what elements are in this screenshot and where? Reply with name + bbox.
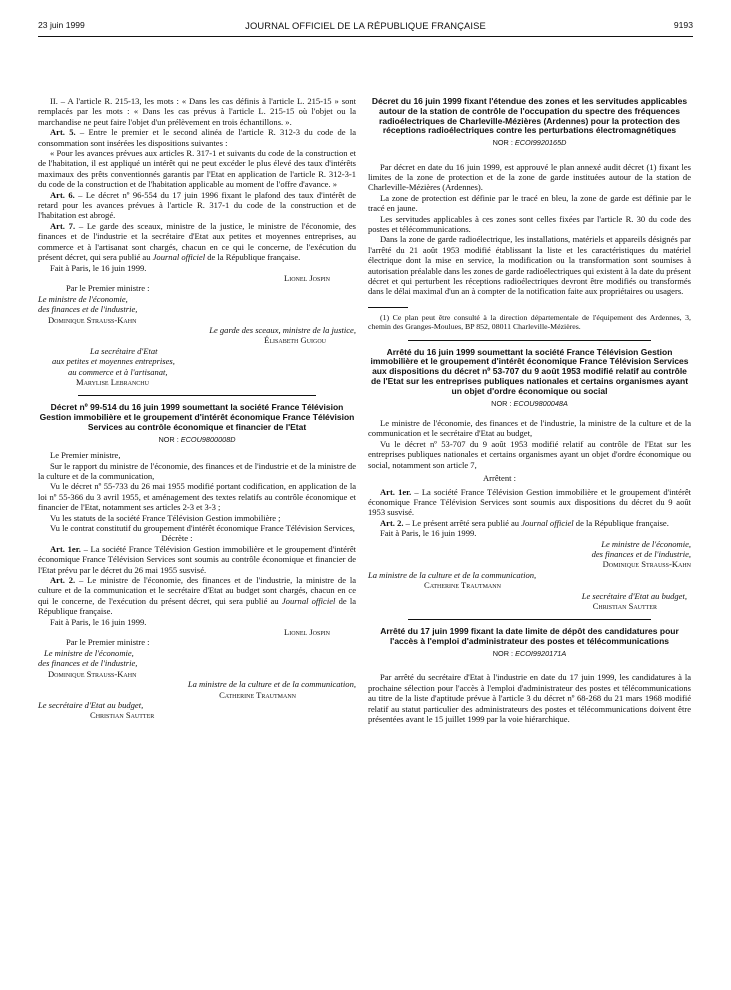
signature-trautmann: Catherine Trautmann bbox=[424, 580, 501, 591]
article-1 bbox=[368, 487, 691, 518]
paragraph: Le ministre de l'économie, des finances et de l'industrie, la ministre de la culture et de la communication et le secrétaire d'Etat au budget, bbox=[368, 418, 691, 439]
nor-label: NOR : bbox=[492, 648, 516, 658]
arrete-title: Arrêté du 17 juin 1999 fixant la date limite de dépôt des candidatures pour l'accès à l'emploi d'administrateur des postes et télécommunications bbox=[380, 626, 679, 647]
journal-officiel: Journal officiel bbox=[152, 252, 206, 263]
section-divider bbox=[78, 395, 316, 396]
paragraph: Par décret en date du 16 juin 1999, est approuvé le plan annexé audit décret (1) fixant les limites de la zone de protection et de la zone de garde instituées autour de la station de Charleville-Mézières (Ardennes). bbox=[368, 161, 691, 193]
arrete-title: Arrêté du 16 juin 1999 soumettant la société France Télévision Gestion immobilière et le groupement d'intérêt économique France Télévision Services aux dispositions du décret nº 53-707 du 9 août 1953 modifié relatif au contrôle de l'Etat sur les entreprises publiques nationales et certains organismes ayant un objet d'ordre économique ou social bbox=[370, 346, 689, 396]
article-label: Art. 1er. bbox=[380, 486, 412, 497]
decree-title: Décret du 16 juin 1999 fixant l'étendue des zones et les servitudes applicables autour de la station de contrôle de l'occupation du spectre des fréquences radioélectriques de Charleville-Mézières (Ardennes) pour la protection des réceptions radioélectriques contre les perturbations électromagnétiques bbox=[371, 96, 688, 136]
minister-title: Le secrétaire d'Etat au budget, bbox=[38, 699, 144, 710]
signature-guigou: Élisabeth Guigou bbox=[264, 335, 326, 346]
journal-officiel: Journal officiel bbox=[521, 517, 574, 528]
decree-title: Décret nº 99-514 du 16 juin 1999 soumettant la société France Télévision Gestion immobilière et le groupement d'intérêt économique France Télévision Services au contrôle économique et financier de l'Etat bbox=[39, 402, 355, 432]
signature-trautmann: Catherine Trautmann bbox=[219, 689, 296, 700]
footnote-rule bbox=[368, 307, 408, 308]
page-number: 9193 bbox=[673, 20, 693, 30]
nor-label: NOR : bbox=[492, 138, 515, 148]
minister-title: des finances et de l'industrie, bbox=[591, 548, 691, 559]
article-text: de la République française. bbox=[205, 252, 301, 263]
nor-label: NOR : bbox=[158, 434, 181, 444]
minister-title: des finances et de l'industrie, bbox=[38, 304, 138, 315]
journal-title: JOURNAL OFFICIEL DE LA RÉPUBLIQUE FRANÇAISE bbox=[245, 20, 486, 31]
article-label: Art. 2. bbox=[50, 575, 76, 586]
article-text: – Le présent arrêté sera publié au bbox=[403, 517, 522, 528]
article-label: Art. 6. bbox=[50, 189, 75, 200]
minister-title: Le ministre de l'économie, bbox=[44, 647, 134, 658]
paragraph: Par arrêté du secrétaire d'Etat à l'industrie en date du 17 juin 1999, les candidatures à la prochaine sélection pour l'accès à l'emploi d'administrateur des postes et télécommunications au titre de la liste d'aptitude prévue à l'article 3 du décret nº 68-268 du 21 mars 1968 modifié relatif au statut particulier des administrateurs des postes et télécommunications doivent être présentées avant le 15 juillet 1999 par la voie hiérarchique. bbox=[368, 672, 691, 725]
minister-title: aux petites et moyennes entreprises, bbox=[52, 356, 175, 367]
section-divider bbox=[408, 619, 651, 620]
header-rule bbox=[38, 36, 693, 37]
journal-officiel: Journal officiel bbox=[281, 595, 336, 606]
section-divider bbox=[408, 340, 651, 341]
page-header bbox=[38, 20, 693, 36]
signature-jospin: Lionel Jospin bbox=[283, 627, 330, 638]
minister-title: au commerce et à l'artisanat, bbox=[68, 366, 168, 377]
article-text: – Le garde des sceaux, ministre de la justice, le ministre de l'économie, des finances et de l'industrie et la secrétaire d'Etat aux petites et moyennes entreprises, au commerce et à l'artisanat sont chargés, chacun en ce qui le concerne, de l'exécution du présent décret, qui sera publié au bbox=[38, 220, 356, 263]
article-label: Art. 2. bbox=[380, 517, 404, 528]
minister-title: Le ministre de l'économie, bbox=[38, 293, 128, 304]
paragraph: La zone de protection est définie par le tracé en bleu, la zone de garde est définie par le tracé en jaune. bbox=[368, 192, 691, 214]
minister-title: Le secrétaire d'Etat au budget, bbox=[581, 590, 687, 601]
article-text: – Le décret nº 96-554 du 17 juin 1996 fixant le plafond des taux d'intérêt de retard pour les avances prévues à l'article R. 317-1 du code de la construction et de l'habitation est abrogé. bbox=[38, 189, 356, 221]
signature-strauss-kahn: Dominique Strauss-Kahn bbox=[48, 314, 137, 325]
paragraph: II. – A l'article R. 215-13, les mots : « Dans les cas définis à l'article L. 215-15 » sont remplacés par les mots : « Dans les cas prévus à l'article L. 215-15 où l'objet ou la marchandise ne peut faire l'objet d'un prélèvement en trois échantillons. ». bbox=[38, 96, 356, 127]
decrete: Décrète : bbox=[161, 533, 193, 544]
nor-code: ECOU9800008D bbox=[180, 434, 236, 444]
signature-strauss-kahn: Dominique Strauss-Kahn bbox=[48, 668, 137, 679]
footnote: (1) Ce plan peut être consulté à la direction départementale de l'équipement des Ardennes, 3, chemin des Granges-Moulues, BP 852, 08011 Charleville-Mézières. bbox=[368, 312, 691, 332]
fait-a-paris: Fait à Paris, le 16 juin 1999. bbox=[380, 528, 477, 539]
header-date: 23 juin 1999 bbox=[38, 20, 85, 30]
article-label: Art. 1er. bbox=[50, 543, 81, 554]
right-column bbox=[368, 97, 691, 724]
minister-title: La ministre de la culture et de la communication, bbox=[368, 569, 537, 580]
nor-code: ECOU9800048A bbox=[513, 398, 568, 408]
nor-code: ECOI9920165D bbox=[514, 138, 567, 148]
nor-label: NOR : bbox=[491, 398, 514, 408]
fait-a-paris: Fait à Paris, le 16 juin 1999. bbox=[50, 616, 147, 627]
article-2 bbox=[368, 518, 691, 528]
signature-sautter: Christian Sautter bbox=[90, 710, 155, 721]
par-le-premier-ministre: Par le Premier ministre : bbox=[66, 637, 150, 648]
article-text: – Le ministre de l'économie, des finances et de l'industrie, la ministre de la culture et de la communication et le secrétaire d'Etat au budget sont chargés, chacun en ce qui le concerne, de l'exécution du présent décret, qui sera publié au bbox=[38, 575, 356, 606]
article-label: Art. 5. bbox=[50, 127, 76, 138]
visa: Vu le décret nº 53-707 du 9 août 1953 modifié relatif au contrôle de l'Etat sur les entreprises publiques nationales et certains organismes ayant un objet d'ordre économique ou social, notamment son article 7, bbox=[368, 438, 691, 470]
signature-jospin: Lionel Jospin bbox=[283, 272, 330, 283]
visa: Vu le contrat constitutif du groupement d'intérêt économique France Télévision Services, bbox=[50, 523, 355, 534]
signature-lebranchu: Marylise Lebranchu bbox=[76, 376, 149, 387]
nor-reference bbox=[368, 399, 691, 409]
visa: Vu le décret nº 55-733 du 26 mai 1955 modifié portant codification, en application de la loi nº 55-366 du 3 avril 1955, et aménagement des textes relatifs au contrôle économique et financier de l'Etat, notamment ses articles 2-3 et 3-3 ; bbox=[38, 481, 356, 513]
paragraph: Les servitudes applicables à ces zones sont celles fixées par l'article R. 30 du code des postes et télécommunications. bbox=[368, 213, 691, 235]
article-text: de la République française. bbox=[38, 595, 356, 617]
nor-reference bbox=[368, 138, 691, 148]
signature-sautter: Christian Sautter bbox=[592, 600, 657, 611]
fait-a-paris: Fait à Paris, le 16 juin 1999. bbox=[50, 262, 147, 273]
minister-title: des finances et de l'industrie, bbox=[38, 658, 138, 669]
article-2 bbox=[38, 575, 356, 617]
left-column bbox=[38, 96, 356, 721]
article-7 bbox=[38, 221, 356, 263]
article-6 bbox=[38, 190, 356, 221]
article-text: – La société France Télévision Gestion immobilière et le groupement d'intérêt économique France Télévision Services sont soumis au contrôle économique et financier de l'Etat prévu par le décret du 26 mai 1955 susvisé. bbox=[38, 543, 356, 575]
visa: Vu les statuts de la société France Télévision Gestion immobilière ; bbox=[50, 512, 281, 523]
arretent: Arrêtent : bbox=[483, 473, 516, 484]
nor-code: ECOI9920171A bbox=[515, 648, 567, 658]
paragraph: Le Premier ministre, bbox=[50, 450, 121, 461]
article-1 bbox=[38, 544, 356, 575]
minister-title: La ministre de la culture et de la communication, bbox=[187, 679, 356, 690]
minister-title: Le garde des sceaux, ministre de la justice, bbox=[209, 324, 356, 335]
quoted-provision: « Pour les avances prévues aux articles R. 317-1 et suivants du code de la construction et de l'habitation, il est appliqué un intérêt qui ne peut excéder le plus élevé des taux d'intérêts maximaux des prêts conventionnés garantis par l'Etat en application de l'article R. 312-3-1 du code de la construction et de l'habitation applicable au moment de l'offre d'avance. » bbox=[38, 148, 356, 190]
article-text: – Entre le premier et le second alinéa de l'article R. 312-3 du code de la consommation sont insérées les dispositions suivantes : bbox=[38, 127, 356, 148]
minister-title: Le ministre de l'économie, bbox=[601, 538, 691, 549]
nor-reference bbox=[38, 435, 356, 445]
paragraph: Dans la zone de garde radioélectrique, les installations, matériels et appareils désignés par l'arrêté du 21 août 1953 modifié établissant la liste et les caractéristiques du matériel électrique dont la mise en service, la modification ou la transformation sont soumises à autorisation préalable dans les zones de garde radioélectriques qui existent à la date du présent décret et qui perturbent les réceptions radioélectriques devront être modifiés ou transformés dans le délai maximal d'un an à compter de la notification faite aux propriétaires ou usagers. bbox=[368, 234, 691, 297]
minister-title: La secrétaire d'Etat bbox=[90, 345, 158, 356]
nor-reference bbox=[368, 649, 691, 659]
par-le-premier-ministre: Par le Premier ministre : bbox=[66, 283, 150, 294]
paragraph: Sur le rapport du ministre de l'économie, des finances et de l'industrie et de la ministre de la culture et de la communication, bbox=[38, 460, 356, 481]
article-text: – La société France Télévision Gestion immobilière et le groupement d'intérêt économique France Télévision Services sont soumis aux dispositions du décret du 9 août 1953 susvisé. bbox=[368, 486, 691, 518]
article-label: Art. 7. bbox=[50, 220, 76, 231]
article-text: de la République française. bbox=[573, 517, 669, 528]
signature-strauss-kahn: Dominique Strauss-Kahn bbox=[602, 559, 691, 570]
article-5 bbox=[38, 127, 356, 148]
